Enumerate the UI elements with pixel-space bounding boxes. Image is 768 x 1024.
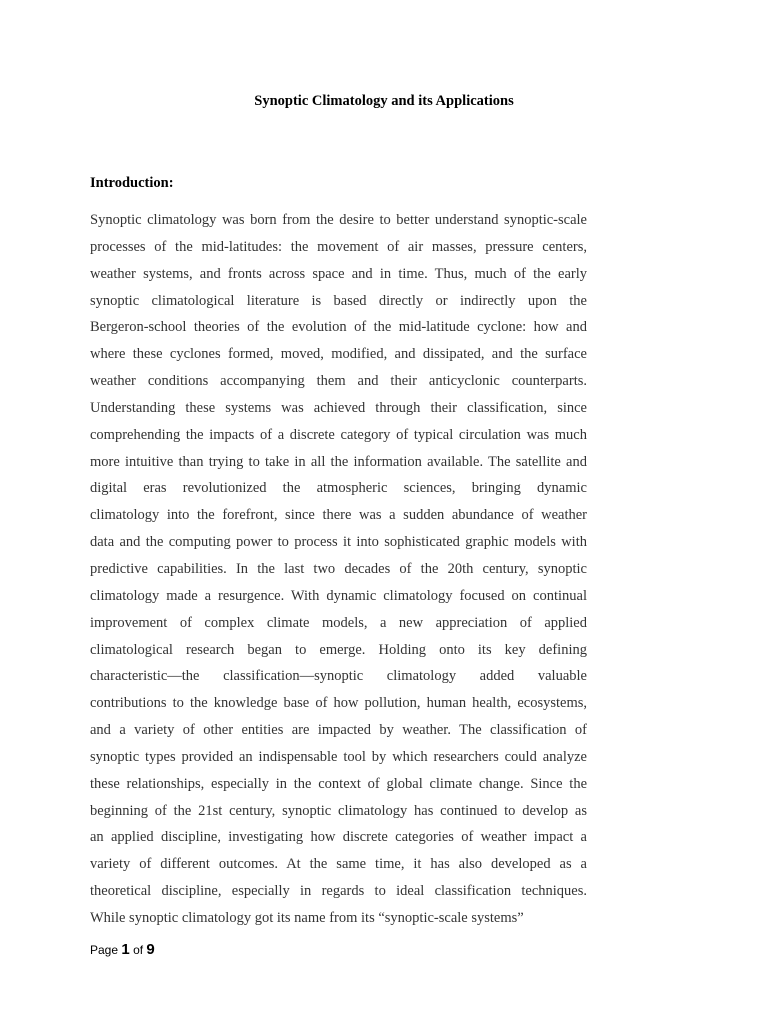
of-label: of <box>133 943 144 957</box>
body-paragraph <box>90 207 587 932</box>
body-line: Bergeron-school theories of the evolution of the mid-latitude cyclone: how and <box>90 319 587 336</box>
body-line: climatology into the forefront, since there was a sudden abundance of weather <box>90 507 587 524</box>
current-page-number: 1 <box>121 941 130 958</box>
body-line: synoptic types provided an indispensable tool by which researchers could analyze <box>90 748 587 765</box>
body-line: While synoptic climatology got its name from its “synoptic-scale systems” <box>90 909 524 926</box>
body-line: data and the computing power to process it into sophisticated graphic models with <box>90 534 587 551</box>
body-line: and a variety of other entities are impacted by weather. The classification of <box>90 722 587 739</box>
body-line: Synoptic climatology was born from the desire to better understand synoptic-scale <box>90 212 587 228</box>
body-line: processes of the mid-latitudes: the movement of air masses, pressure centers, <box>90 238 587 255</box>
body-line: synoptic climatological literature is based directly or indirectly upon the <box>90 292 587 309</box>
page-footer <box>90 941 155 958</box>
body-line: an applied discipline, investigating how discrete categories of weather impact a <box>90 829 587 846</box>
body-line: improvement of complex climate models, a new appreciation of applied <box>90 614 587 631</box>
body-line: weather systems, and fronts across space and in time. Thus, much of the early <box>90 265 587 282</box>
body-line: Understanding these systems was achieved through their classification, since <box>90 399 587 416</box>
body-line: contributions to the knowledge base of how pollution, human health, ecosystems, <box>90 695 587 712</box>
body-line: these relationships, especially in the context of global climate change. Since the <box>90 775 587 792</box>
body-line: more intuitive than trying to take in all the information available. The satellite and <box>90 453 587 470</box>
body-line: variety of different outcomes. At the same time, it has also developed as a <box>90 856 587 873</box>
body-line: digital eras revolutionized the atmospheric sciences, bringing dynamic <box>90 480 587 497</box>
section-heading: Introduction: <box>90 175 174 191</box>
body-line: theoretical discipline, especially in regards to ideal classification techniques. <box>90 883 587 900</box>
body-line: climatology made a resurgence. With dynamic climatology focused on continual <box>90 587 587 604</box>
total-pages-number: 9 <box>146 941 155 958</box>
body-line: predictive capabilities. In the last two decades of the 20th century, synoptic <box>90 560 587 577</box>
body-line: comprehending the impacts of a discrete category of typical circulation was much <box>90 426 587 443</box>
body-line: beginning of the 21st century, synoptic climatology has continued to develop as <box>90 802 587 819</box>
body-line: where these cyclones formed, moved, modified, and dissipated, and the surface <box>90 346 587 363</box>
body-line: weather conditions accompanying them and their anticyclonic counterparts. <box>90 373 587 390</box>
body-line: climatological research began to emerge. Holding onto its key defining <box>90 641 587 658</box>
document-title: Synoptic Climatology and its Applications <box>254 93 514 109</box>
page-label: Page <box>90 943 119 957</box>
body-line: characteristic—the classification—synoptic climatology added valuable <box>90 668 587 685</box>
